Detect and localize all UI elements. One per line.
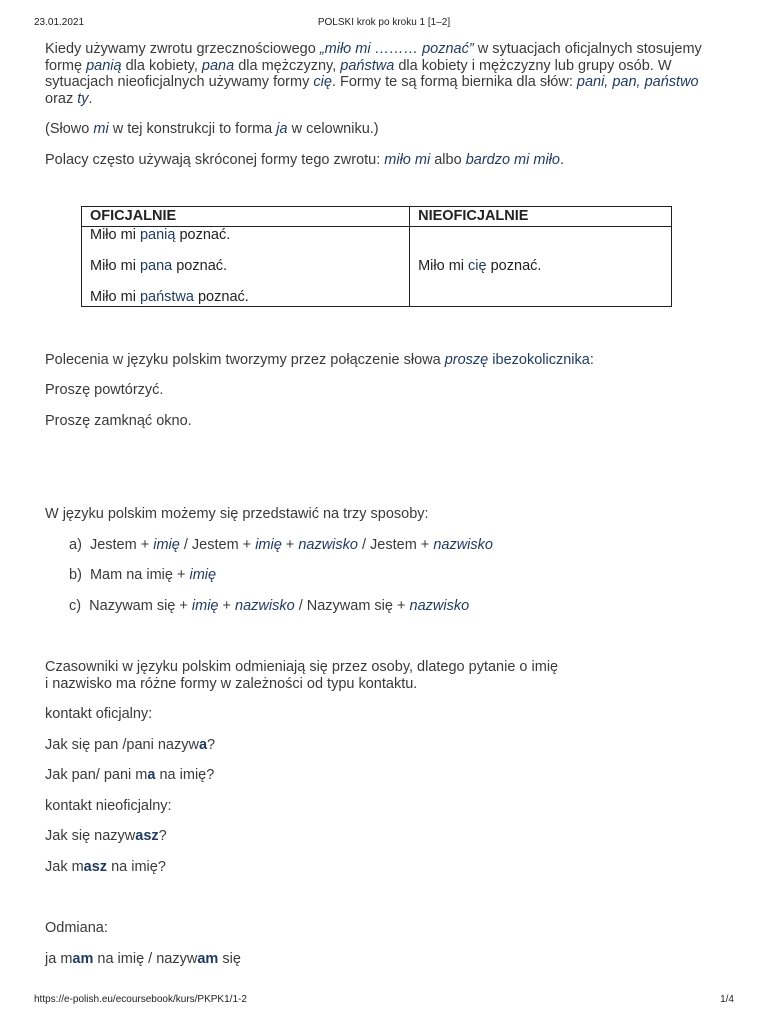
page-number: 1/4 bbox=[720, 994, 734, 1005]
print-title: POLSKI krok po kroku 1 [1–2] bbox=[317, 17, 451, 28]
print-footer bbox=[34, 994, 734, 1005]
list-item: a) Jestem + imię / Jestem + imię + nazwisko / Jestem + nazwisko bbox=[69, 536, 493, 553]
phrase: „miło mi ……… poznać” bbox=[319, 41, 474, 57]
table-row: Miło mi państwa poznać. bbox=[90, 288, 249, 305]
print-date: 23.01.2021 bbox=[34, 17, 85, 28]
conjugation-line: ja mam na imię / nazywam się bbox=[45, 950, 241, 967]
official-cell bbox=[82, 226, 410, 306]
conjugation-title: Odmiana: bbox=[45, 920, 108, 936]
introduce-lead: W języku polskim możemy się przedstawić na trzy sposoby: bbox=[45, 506, 429, 522]
question: Jak się nazywasz? bbox=[45, 828, 167, 844]
intro-paragraph: Kiedy używamy zwrotu grzecznościowego „miło mi ……… poznać” w sytuacjach oficjalnych stosujemy formę panią dla kobiety, pana dla mężczyzny, państwa dla kobiety i mężczyzny lub grupy osób. W sytuacjach nieoficjalnych używamy formy cię. Formy te są formą biernika dla słów: pani, pan, państwo oraz ty. bbox=[45, 41, 702, 107]
table-row: Miło mi panią poznać. bbox=[90, 226, 231, 243]
short-form-paragraph: Polacy często używają skróconej formy tego zwrotu: miło mi albo bardzo mi miło. bbox=[45, 151, 564, 168]
table-row: Miło mi pana poznać. bbox=[90, 257, 228, 274]
print-header bbox=[34, 17, 734, 28]
note-paragraph: (Słowo mi w tej konstrukcji to forma ja w celowniku.) bbox=[45, 121, 379, 137]
table-row: Miło mi cię poznać. bbox=[418, 257, 542, 274]
official-contact-label: kontakt oficjalny: bbox=[45, 706, 153, 722]
table-header-informal: NIEOFICJALNIE bbox=[410, 207, 672, 227]
question: Jak pan/ pani ma na imię? bbox=[45, 767, 215, 783]
page-url[interactable]: https://e-polish.eu/ecoursebook/kurs/PKPK1/1-2 bbox=[34, 994, 247, 1005]
question: Jak masz na imię? bbox=[45, 858, 166, 875]
list-item: b) Mam na imię + imię bbox=[69, 567, 217, 583]
lesson-content bbox=[45, 41, 705, 967]
commands-paragraph: Polecenia w języku polskim tworzymy przez połączenie słowa proszę ibezokolicznika: bbox=[45, 351, 594, 368]
command-example: Proszę zamknąć okno. bbox=[45, 412, 192, 429]
informal-cell bbox=[410, 226, 672, 306]
list-item: c) Nazywam się + imię + nazwisko / Nazywam się + nazwisko bbox=[69, 597, 470, 614]
forms-table bbox=[81, 206, 672, 307]
question: Jak się pan /pani nazywa? bbox=[45, 736, 216, 753]
informal-contact-label: kontakt nieoficjalny: bbox=[45, 797, 172, 814]
table-header-official: OFICJALNIE bbox=[82, 207, 410, 227]
verbs-lead: Czasowniki w języku polskim odmieniają się przez osoby, dlatego pytanie o imię i nazwisko ma różne formy w zależności od typu kontaktu. bbox=[45, 659, 559, 692]
command-example: Proszę powtórzyć. bbox=[45, 382, 164, 398]
